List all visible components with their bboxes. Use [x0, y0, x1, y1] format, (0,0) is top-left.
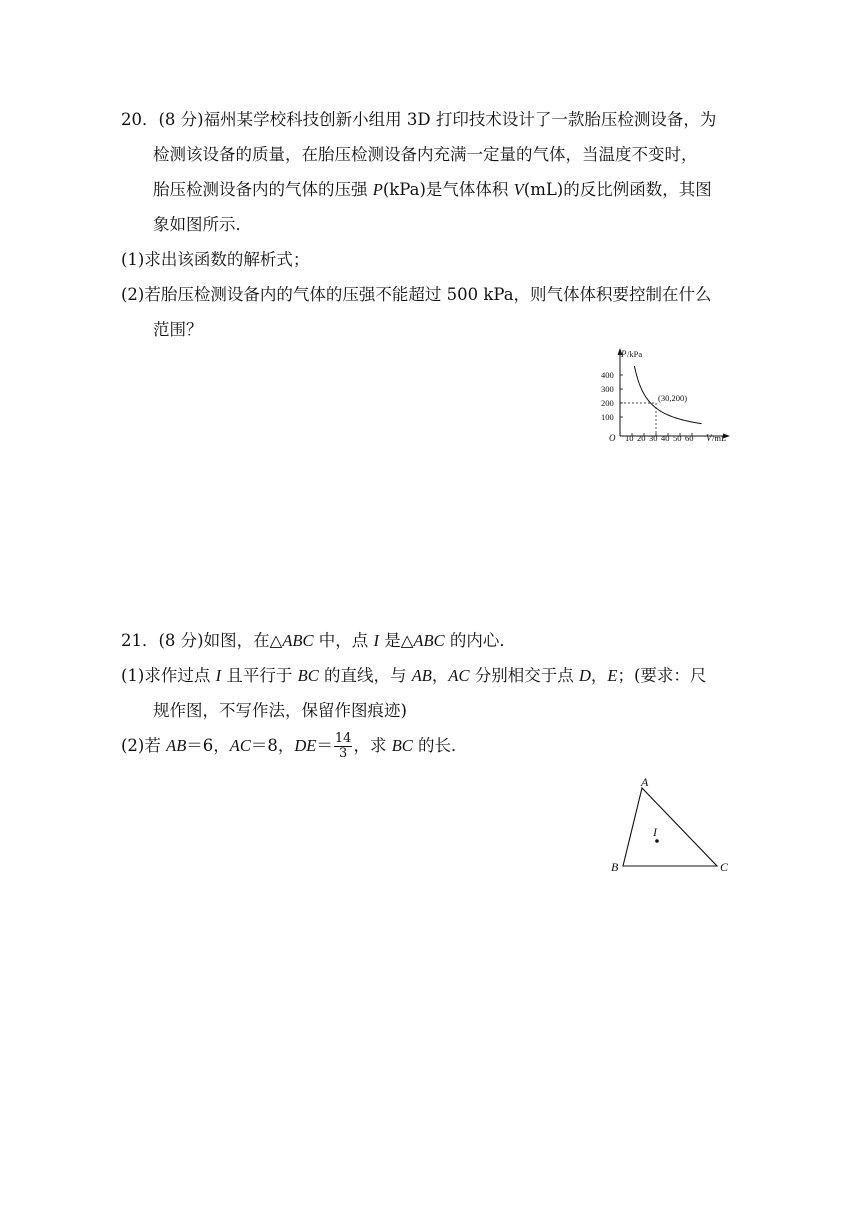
- y-axis-unit: /kPa: [627, 349, 643, 359]
- label-c: C: [720, 860, 729, 874]
- fraction-14-3: $\frac{14}{3}$: [334, 731, 352, 761]
- y-axis-var: P: [621, 349, 627, 359]
- q20-part-2-line-1: (2)若胎压检测设备内的气体的压强不能超过 500 kPa，则气体体积要控制在什么: [121, 285, 712, 304]
- label-a: A: [641, 775, 649, 789]
- y-tick-label-200: 200: [601, 398, 614, 408]
- q21-part-2: (2)若 AB＝6，AC＝8，DE＝ $\frac{14}{3}$ ，求 BC 的长．: [121, 731, 468, 761]
- point-label: (30,200): [658, 393, 688, 403]
- x-tick-label-10: 10: [625, 433, 634, 443]
- q20-part-1: (1)求出该函数的解析式；: [121, 250, 310, 269]
- x-tick-label-60: 60: [685, 433, 694, 443]
- y-tick-label-400: 400: [601, 370, 614, 380]
- y-tick-label-300: 300: [601, 384, 614, 394]
- x-tick-label-50: 50: [673, 433, 682, 443]
- triangle-abc: [623, 788, 717, 866]
- x-tick-label-20: 20: [637, 433, 646, 443]
- q20-line-4: 象如图所示．: [153, 215, 252, 234]
- q20-part-2-line-2: 范围？: [153, 320, 203, 339]
- q21-line-1: 21．(8 分)如图，在△ABC 中，点 I 是△ABC 的内心．: [121, 631, 516, 650]
- origin-label: O: [609, 433, 616, 443]
- q21-part-1-line-1: (1)求作过点 I 且平行于 BC 的直线，与 AB，AC 分别相交于点 D，E；(要求：尺: [121, 666, 707, 685]
- x-axis-var: V: [706, 433, 712, 443]
- q21-triangle-figure: [605, 775, 740, 880]
- y-tick-label-100: 100: [601, 412, 614, 422]
- label-i: I: [653, 825, 657, 839]
- q20-line-1: 20．(8 分)福州某学校科技创新小组用 3D 打印技术设计了一款胎压检测设备，为: [121, 110, 717, 129]
- q20-pressure-volume-graph: [600, 340, 740, 450]
- label-b: B: [611, 860, 619, 874]
- incenter-point: [655, 839, 659, 843]
- x-tick-label-30: 30: [649, 433, 658, 443]
- x-axis-unit: /mL: [712, 433, 727, 443]
- q20-line-3: 胎压检测设备内的气体的压强 P(kPa)是气体体积 V(mL)的反比例函数，其图: [153, 180, 712, 199]
- x-tick-label-40: 40: [661, 433, 670, 443]
- q21-part-1-line-2: 规作图，不写作法，保留作图痕迹): [153, 701, 407, 720]
- q20-line-2: 检测该设备的质量，在胎压检测设备内充满一定量的气体，当温度不变时，: [153, 145, 698, 164]
